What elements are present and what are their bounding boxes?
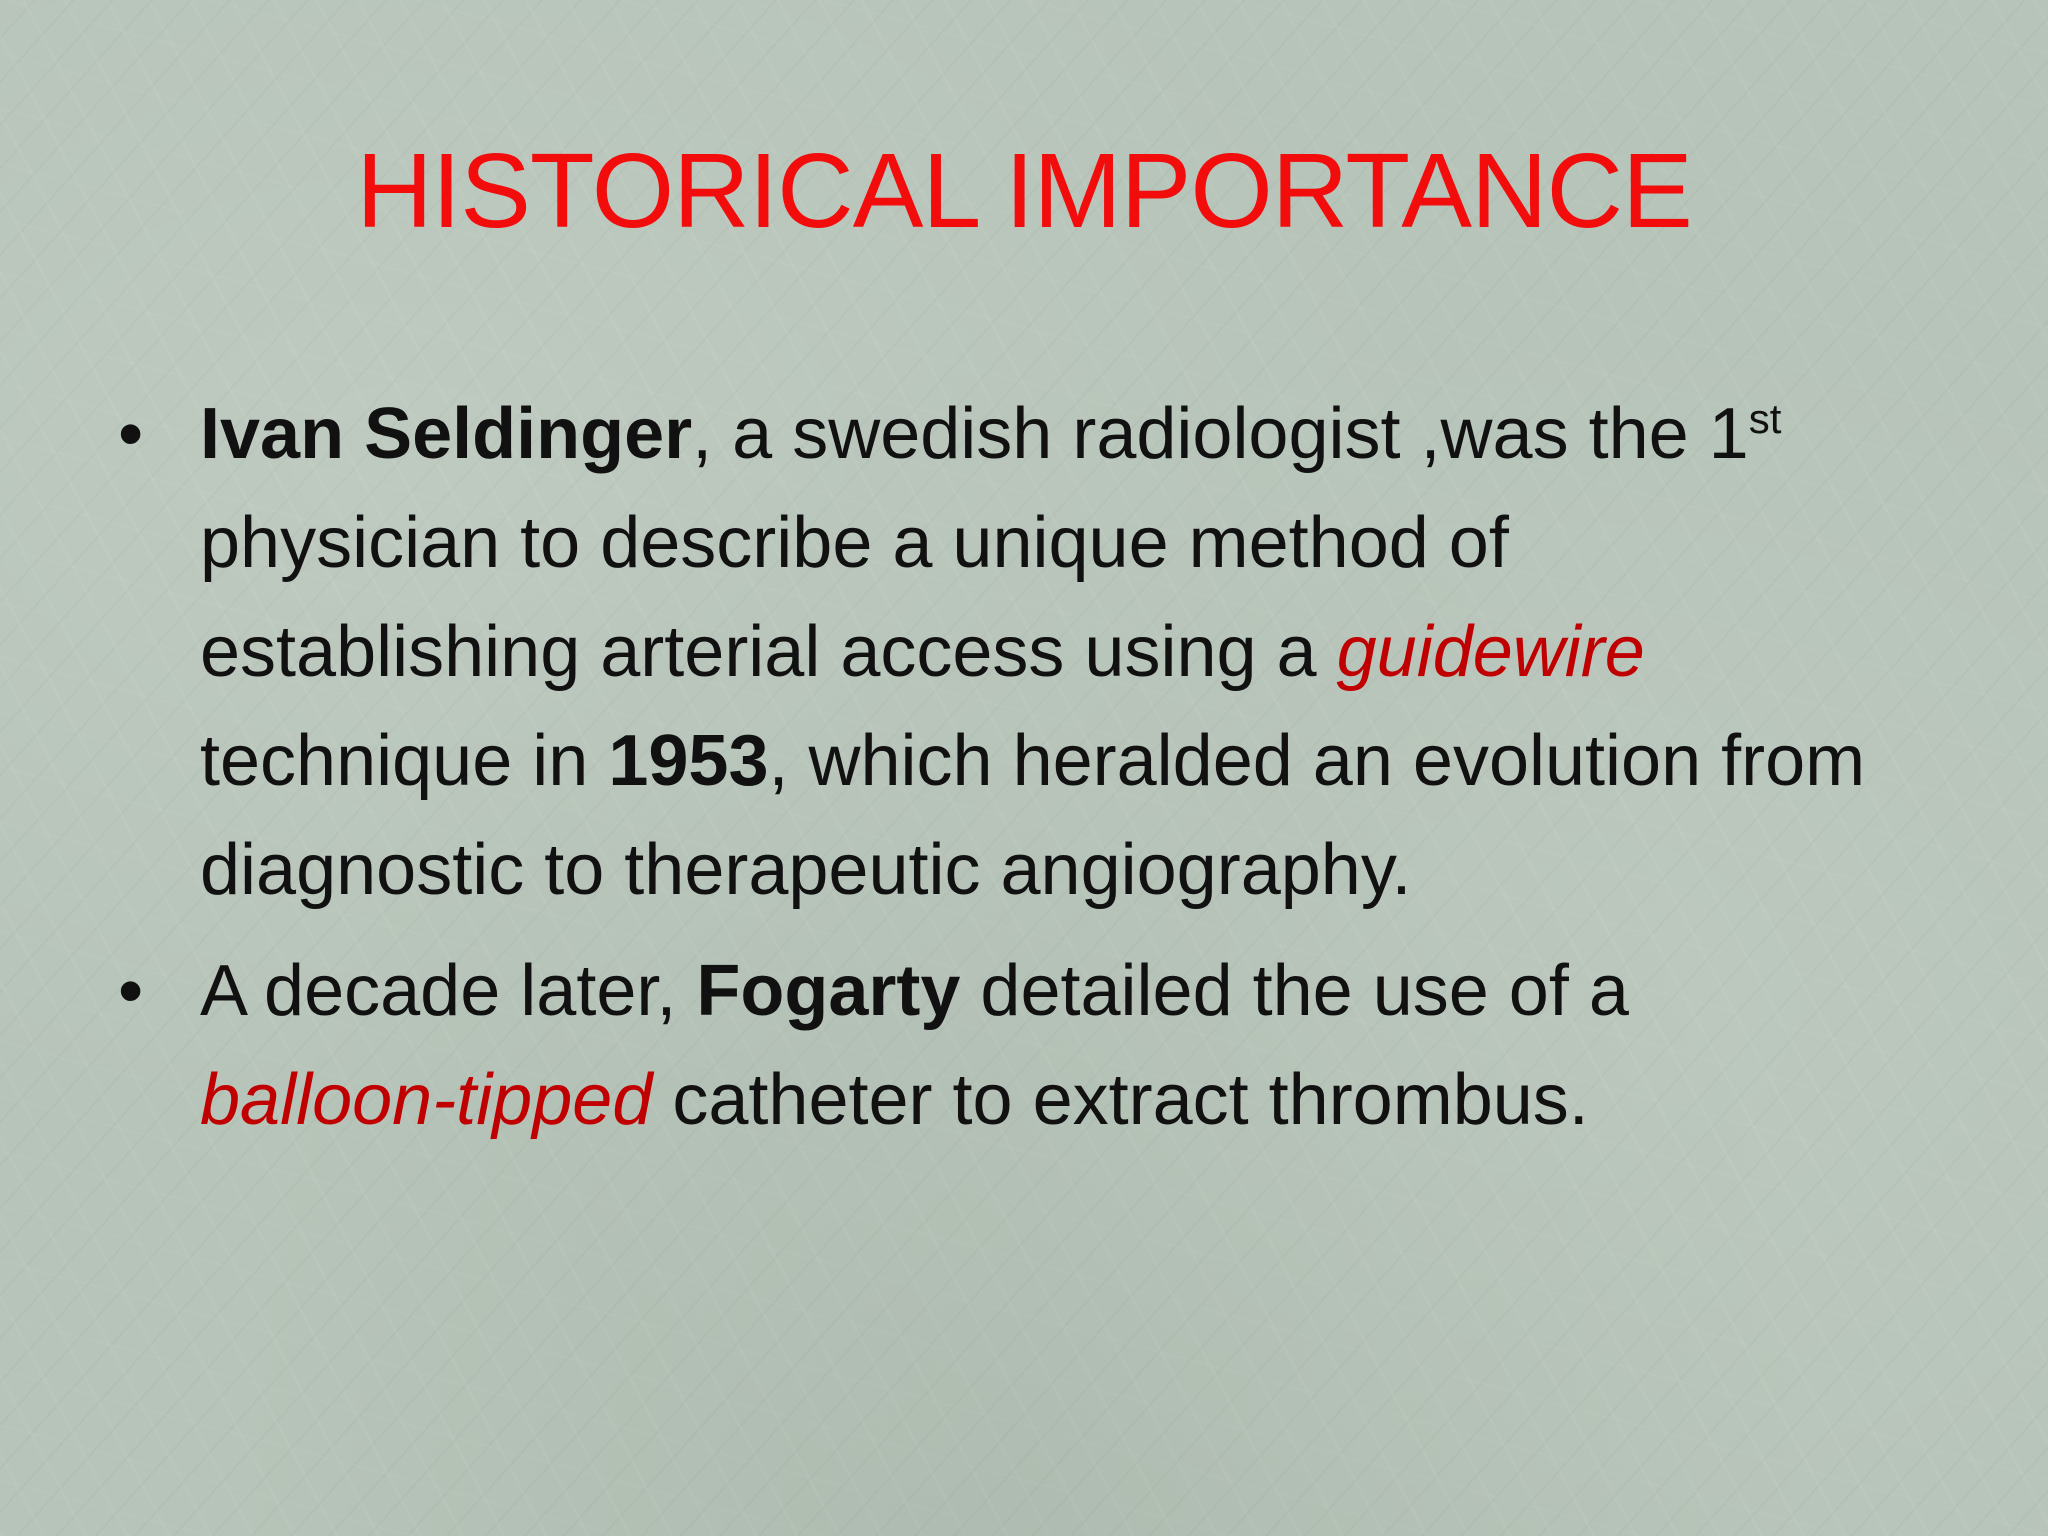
body-text: , which heralded an evolution from diagnostic to therapeutic angiography. [200,721,1866,910]
body-text: detailed the use of a [960,951,1629,1031]
bullet-item-fogarty [118,937,1900,1155]
bullet-dot-icon: • [118,394,144,474]
bold-name: Ivan Seldinger [200,394,693,474]
bold-name: Fogarty [696,951,961,1031]
bold-year: 1953 [608,721,769,801]
ordinal-suffix: st [1748,395,1782,442]
bullet-item-seldinger [118,380,1900,925]
bullet-dot-icon: • [118,951,144,1031]
body-text: catheter to extract thrombus. [652,1060,1589,1140]
body-text: technique in [200,721,609,801]
body-text: , a swedish radiologist ,was the [692,394,1709,474]
body-text: physician to describe a unique method of establishing arterial access using a [200,503,1509,692]
bullet-list [118,380,1900,1167]
slide-title: HISTORICAL IMPORTANCE [356,132,1692,250]
body-text: A decade later, [200,951,697,1031]
italic-term: guidewire [1336,612,1645,692]
ordinal-number: 1 [1708,394,1749,474]
italic-term: balloon-tipped [200,1060,653,1140]
